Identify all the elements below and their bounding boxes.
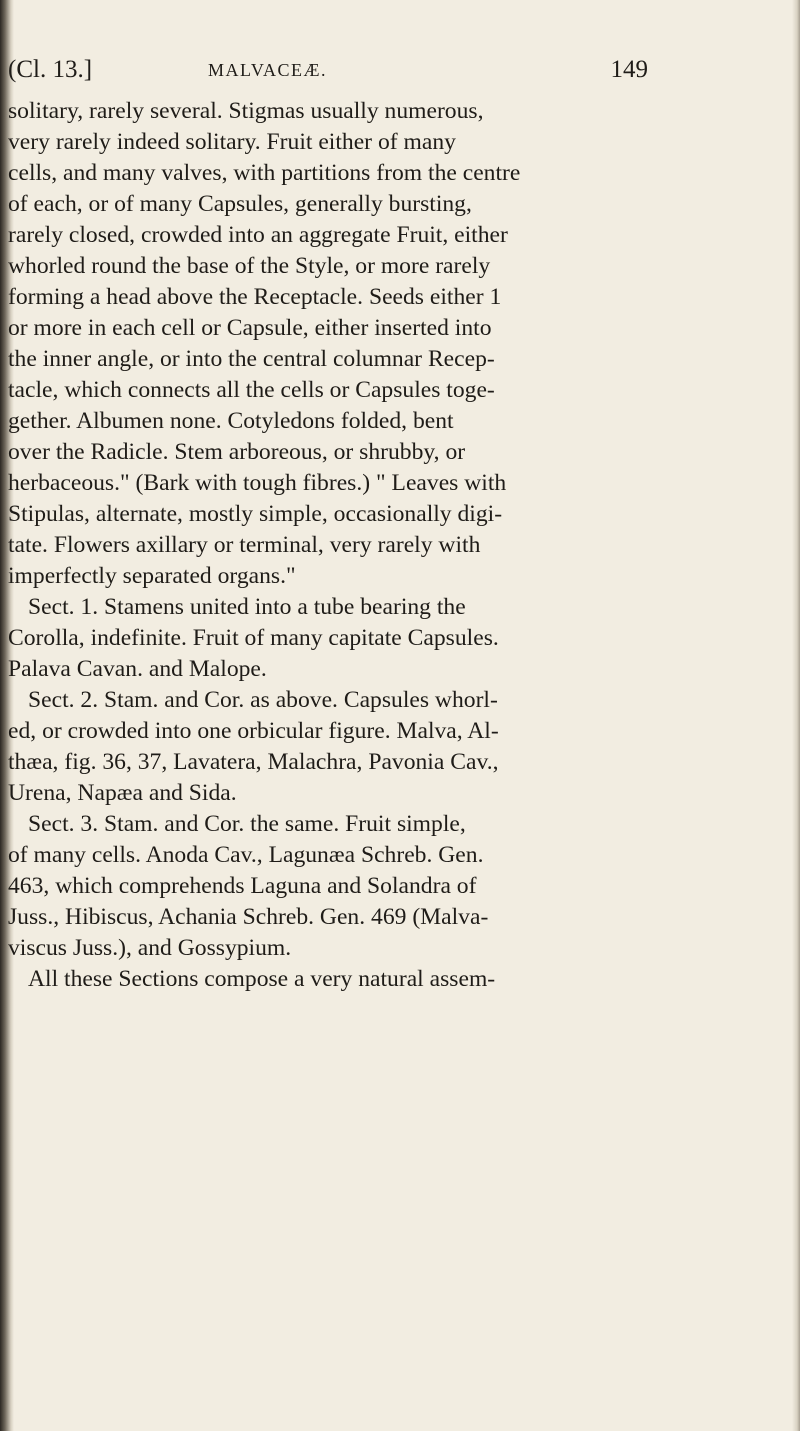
text-line: cells, and many valves, with partitions from the centre [8,160,521,186]
class-reference: (Cl. 13.] [8,56,93,83]
text-line: 463, which comprehends Laguna and Solandra of [8,873,477,899]
page-number: 149 [610,56,648,83]
text-line: over the Radicle. Stem arboreous, or shrubby, or [8,439,466,465]
text-line: viscus Juss.), and Gossypium. [8,935,292,961]
text-line: tacle, which connects all the cells or Capsules toge- [8,377,495,403]
text-line: ed, or crowded into one orbicular figure. Malva, Al- [8,718,499,744]
text-line: All these Sections compose a very natural assem- [28,966,496,992]
text-line: Corolla, indefinite. Fruit of many capitate Capsules. [8,625,499,651]
text-line: solitary, rarely several. Stigmas usually numerous, [8,98,484,124]
text-line: of many cells. Anoda Cav., Lagunæa Schreb. Gen. [8,842,484,868]
text-line: herbaceous." (Bark with tough fibres.) " Leaves with [8,470,507,496]
text-line: whorled round the base of the Style, or more rarely [8,253,491,279]
section-1-heading-line: Sect. 1. Stamens united into a tube bearing the [28,594,466,620]
text-line: Palava Cavan. and Malope. [8,656,267,682]
section-3-heading-line: Sect. 3. Stam. and Cor. the same. Fruit simple, [28,811,466,837]
text-line: imperfectly separated organs." [8,563,296,589]
section-2-heading-line: Sect. 2. Stam. and Cor. as above. Capsules whorl- [28,687,498,713]
text-line: of each, or of many Capsules, generally bursting, [8,191,472,217]
text-line: gether. Albumen none. Cotyledons folded, bent [8,408,454,434]
book-page [8,56,648,995]
family-title: MALVACEÆ. [208,60,328,80]
text-line: tate. Flowers axillary or terminal, very rarely with [8,532,481,558]
text-line: very rarely indeed solitary. Fruit either of many [8,129,456,155]
text-line: forming a head above the Receptacle. Seeds either 1 [8,284,502,310]
running-header [8,56,648,96]
text-line: Juss., Hibiscus, Achania Schreb. Gen. 469 (Malva- [8,904,489,930]
text-line: Stipulas, alternate, mostly simple, occasionally digi- [8,501,503,527]
text-line: thæa, fig. 36, 37, Lavatera, Malachra, Pavonia Cav., [8,749,499,775]
body-text [8,96,648,995]
text-line: Urena, Napæa and Sida. [8,780,237,806]
text-line: or more in each cell or Capsule, either inserted into [8,315,492,341]
page-edge [792,0,800,1431]
text-line: rarely closed, crowded into an aggregate Fruit, either [8,222,508,248]
text-line: the inner angle, or into the central columnar Recep- [8,346,495,372]
